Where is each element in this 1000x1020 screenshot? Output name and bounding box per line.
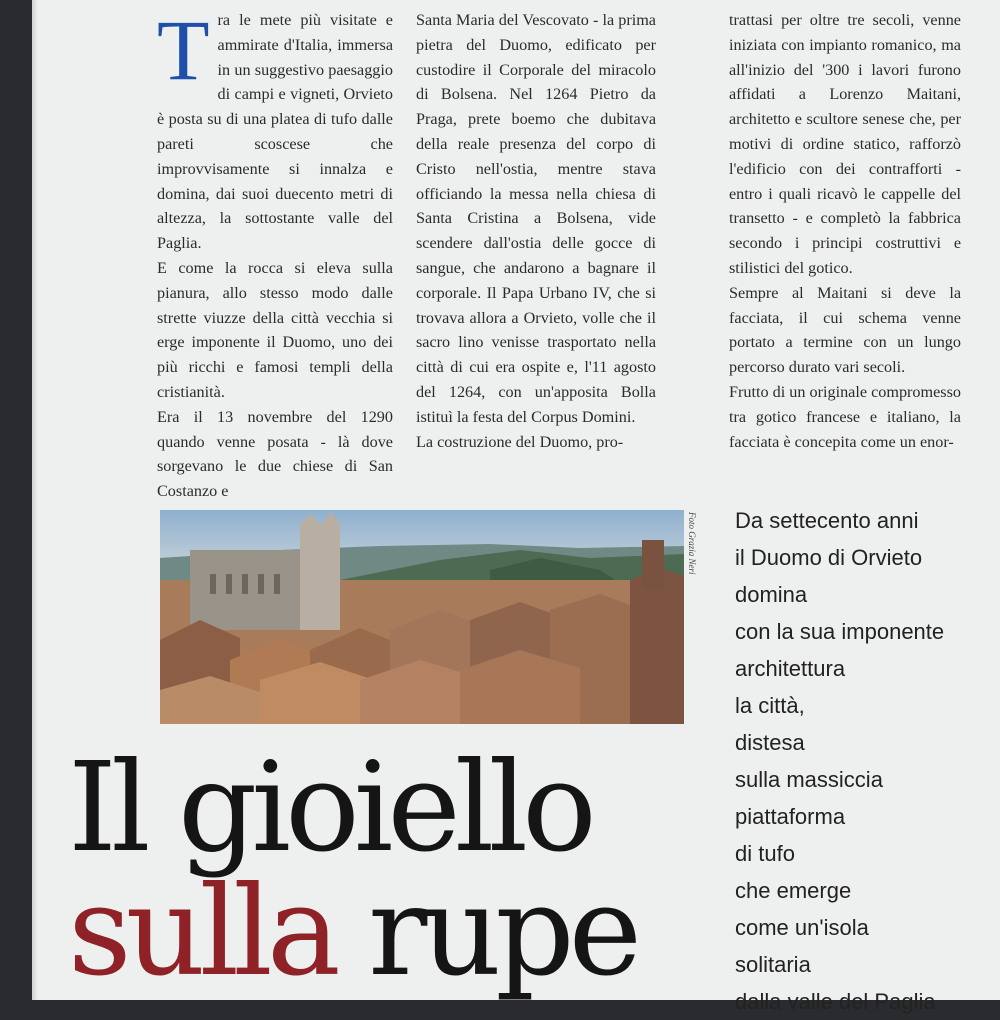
caption-line: dalla valle del Paglia xyxy=(735,989,936,1014)
photo-illustration xyxy=(160,510,684,724)
drop-cap: T xyxy=(157,2,210,98)
paragraph: Era il 13 novembre del 1290 quando venne posata - là dove sorgevano le due chiese di San Costanzo e xyxy=(157,407,393,501)
headline-line-1: Il gioiello xyxy=(68,736,591,880)
caption-line: domina xyxy=(735,582,808,607)
caption-line: il Duomo di Orvieto xyxy=(735,545,923,570)
magazine-page xyxy=(32,0,1000,1014)
caption-line: sulla massiccia xyxy=(735,767,883,792)
paragraph: trattasi per oltre tre secoli, venne iniziata con impianto romanico, ma all'inizio del '300 i lavori furono affidati a Lorenzo Maitani, architetto e scultore senese che, per motivi di ordine statico, rafforzò l'edificio con dei contrafforti - entro i quali ricavò le cappelle del transetto - e completò la fabbrica secondo i principi costruttivi e stilistici del gotico. xyxy=(729,11,961,277)
paragraph: Sempre al Maitani si deve la facciata, il cui schema venne portato a termine con un lungo percorso durato vari secoli. xyxy=(729,283,961,377)
orvieto-photo xyxy=(160,510,684,724)
paragraph: Frutto di un originale compromesso tra gotico francese e italiano, la facciata è concepita come un enor- xyxy=(729,382,961,451)
article-column-2 xyxy=(416,8,656,454)
caption-line: che emerge xyxy=(735,878,852,903)
headline-black-word: rupe xyxy=(334,860,637,1004)
article-column-1 xyxy=(157,2,393,504)
caption-line: la città, xyxy=(735,693,805,718)
paragraph: La costruzione del Duomo, pro- xyxy=(416,432,624,451)
caption-line: come un'isola xyxy=(735,915,869,940)
caption-line: Da settecento anni xyxy=(735,508,919,533)
caption-line: distesa xyxy=(735,730,805,755)
article-column-3 xyxy=(729,8,961,454)
caption-line: architettura xyxy=(735,656,846,681)
caption-line: piattaforma xyxy=(735,804,846,829)
caption-line: solitaria xyxy=(735,952,811,977)
paragraph: E come la rocca si eleva sulla pianura, allo stesso modo dalle strette viuzze della città vecchia si erge imponente il Duomo, uno dei più ricchi e famosi templi della cristianità. xyxy=(157,258,393,401)
pull-caption xyxy=(735,502,995,1020)
caption-line: di tufo xyxy=(735,841,795,866)
paragraph: Santa Maria del Vescovato - la prima pietra del Duomo, edificato per custodire il Corporale del miracolo di Bolsena. Nel 1264 Pietro da Praga, prete boemo che dubitava della reale presenza del corpo di Cristo nell'ostia, mentre stava officiando la messa nella chiesa di Santa Cristina a Bolsena, vide scendere dall'ostia delle gocce di sangue, che andarono a bagnare il corporale. Il Papa Urbano IV, che si trovava allora a Orvieto, volle che il sacro lino venisse trasportato nella città di cui era ospite e, l'11 agosto del 1264, con un'apposita Bolla istituì la festa del Corpus Domini. xyxy=(416,11,656,426)
headline-red-word: sulla xyxy=(68,860,335,1004)
caption-line: con la sua imponente xyxy=(735,619,945,644)
photo-credit: Foto Grazia Neri xyxy=(687,512,697,575)
headline xyxy=(68,736,728,1004)
headline-line-2 xyxy=(68,860,728,1004)
paragraph: ra le mete più visitate e ammirate d'Italia, immersa in un suggestivo paesaggio di campi e vigneti, Orvieto è posta su di una platea di tufo dalle pareti scoscese che improvvisamente si innalza e domina, dai suoi duecento metri di altezza, la sottostante valle del Paglia. xyxy=(157,11,393,253)
